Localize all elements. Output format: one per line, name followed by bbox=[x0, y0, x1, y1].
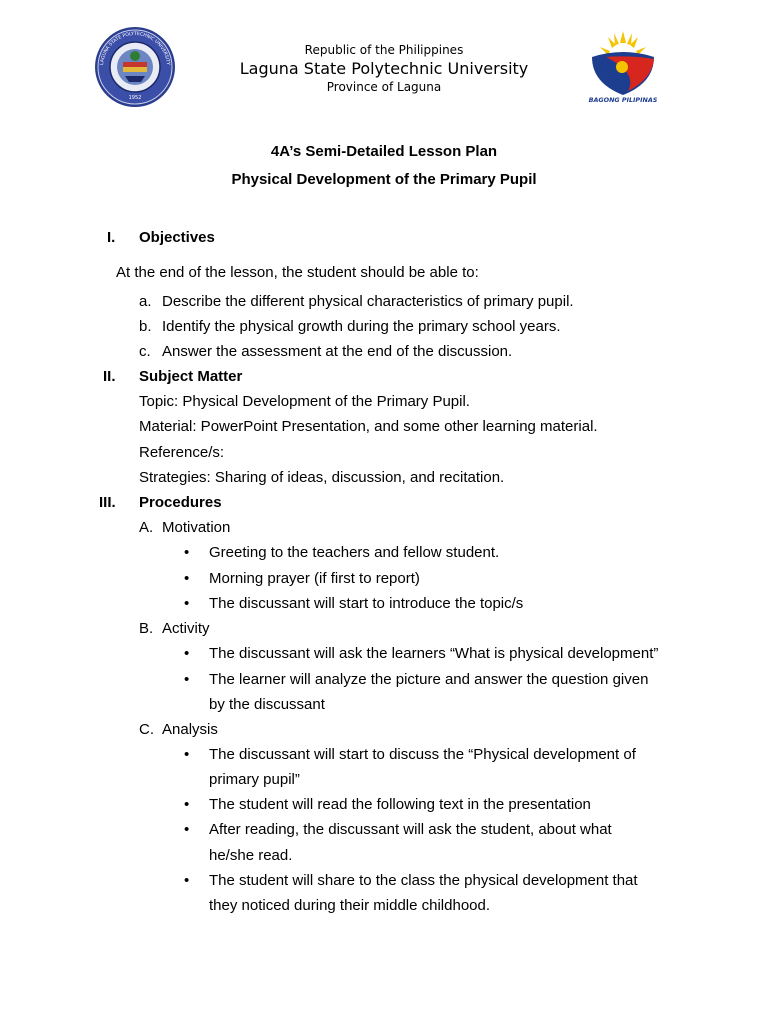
procedure-bullet-text-continued: they noticed during their middle childhood. bbox=[209, 897, 491, 914]
objective-marker: b. bbox=[139, 318, 152, 335]
document-title: 4A’s Semi-Detailed Lesson Plan bbox=[270, 143, 498, 160]
subject-matter-line: Strategies: Sharing of ideas, discussion, and recitation. bbox=[139, 469, 505, 486]
subject-matter-line: Material: PowerPoint Presentation, and some other learning material. bbox=[139, 418, 598, 435]
section-heading-objectives: Objectives bbox=[139, 229, 215, 246]
procedure-bullet-text: The student will read the following text in the presentation bbox=[209, 796, 591, 813]
procedure-bullet-text-continued: by the discussant bbox=[209, 696, 325, 713]
procedure-bullet-text: The learner will analyze the picture and answer the question given bbox=[209, 671, 649, 688]
procedure-marker: C. bbox=[139, 721, 154, 738]
bullet-icon: • bbox=[184, 746, 190, 763]
section-numeral-subject-matter: II. bbox=[103, 368, 116, 385]
section-numeral-procedures: III. bbox=[99, 494, 116, 511]
bullet-icon: • bbox=[184, 544, 190, 561]
procedure-marker: A. bbox=[139, 519, 154, 536]
procedure-bullet-text: After reading, the discussant will ask the student, about what bbox=[209, 821, 612, 838]
section-numeral-objectives: I. bbox=[107, 229, 116, 246]
bullet-icon: • bbox=[184, 821, 190, 838]
subject-matter-line: Reference/s: bbox=[139, 444, 225, 461]
procedure-bullet-text: The discussant will start to introduce the topic/s bbox=[209, 595, 524, 612]
bullet-icon: • bbox=[184, 796, 190, 813]
objectives-intro: At the end of the lesson, the student should be able to: bbox=[116, 264, 479, 281]
seal-text: LAGUNA STATE POLYTECHNIC UNIVERSITY bbox=[100, 31, 170, 66]
objective-item: Identify the physical growth during the primary school years. bbox=[162, 318, 561, 335]
procedure-bullet-text: The discussant will ask the learners “What is physical development” bbox=[209, 645, 659, 662]
objective-marker: c. bbox=[139, 343, 151, 360]
procedure-bullet-text: Greeting to the teachers and fellow student. bbox=[209, 544, 500, 561]
objective-item: Describe the different physical characteristics of primary pupil. bbox=[162, 293, 574, 310]
procedure-bullet-text-continued: he/she read. bbox=[209, 847, 293, 864]
procedure-label-activity: Activity bbox=[162, 620, 210, 637]
seal-year: 1952 bbox=[128, 95, 142, 101]
bullet-icon: • bbox=[184, 872, 190, 889]
document-subtitle: Physical Development of the Primary Pupil bbox=[231, 171, 537, 188]
subject-matter-line: Topic: Physical Development of the Primary Pupil. bbox=[139, 393, 470, 410]
header-university: Laguna State Polytechnic University bbox=[239, 59, 529, 78]
bullet-icon: • bbox=[184, 645, 190, 662]
section-heading-procedures: Procedures bbox=[139, 494, 222, 511]
procedure-bullet-text-continued: primary pupil” bbox=[209, 771, 300, 788]
procedure-marker: B. bbox=[139, 620, 154, 637]
procedure-label-motivation: Motivation bbox=[162, 519, 231, 536]
bullet-icon: • bbox=[184, 595, 190, 612]
logo-text: BAGONG PILIPINAS bbox=[588, 96, 658, 104]
procedure-bullet-text: The discussant will start to discuss the “Physical development of bbox=[209, 746, 636, 763]
section-heading-subject-matter: Subject Matter bbox=[139, 368, 243, 385]
objective-marker: a. bbox=[139, 293, 152, 310]
header-republic: Republic of the Philippines bbox=[304, 43, 464, 57]
procedure-label-analysis: Analysis bbox=[162, 721, 218, 738]
bullet-icon: • bbox=[184, 671, 190, 688]
bullet-icon: • bbox=[184, 570, 190, 587]
header-province: Province of Laguna bbox=[326, 80, 442, 94]
procedure-bullet-text: Morning prayer (if first to report) bbox=[209, 570, 420, 587]
objective-item: Answer the assessment at the end of the discussion. bbox=[162, 343, 513, 360]
procedure-bullet-text: The student will share to the class the physical development that bbox=[209, 872, 638, 889]
